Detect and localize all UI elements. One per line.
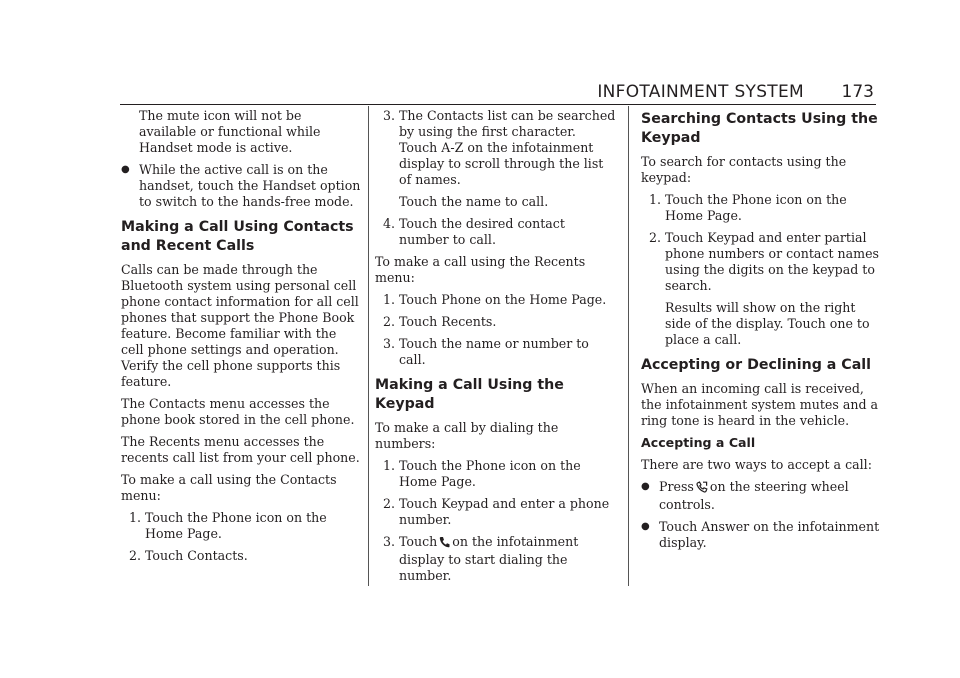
- list-item: 1. Touch the Phone icon on the Home Page.: [382, 458, 581, 489]
- section-heading: Making a Call Using Contacts and Recent Calls: [121, 219, 354, 254]
- list-item: 1. Touch the Phone icon on the Home Page.: [648, 192, 847, 223]
- column-2: [375, 108, 617, 590]
- bullet-icon: ●: [641, 481, 650, 492]
- step-note: Results will show on the right side of the display. Touch one to place a call.: [665, 300, 870, 347]
- phone-call-icon: [439, 536, 450, 552]
- page-number: 173: [841, 82, 874, 102]
- list-item: 2. Touch Contacts.: [128, 548, 248, 563]
- section-heading: Making a Call Using the Keypad: [375, 377, 564, 412]
- section-heading: Searching Contacts Using the Keypad: [641, 111, 878, 146]
- bullet-item: ● Press on the steering wheel controls.: [641, 479, 849, 512]
- column-1: [121, 108, 361, 570]
- list-item: 3. Touch on the infotainment display to start dialing the number.: [382, 534, 579, 583]
- steering-wheel-call-icon: [696, 481, 708, 497]
- bullet-icon: ●: [641, 521, 650, 532]
- paragraph: When an incoming call is received, the infotainment system mutes and a ring tone is heard in the vehicle.: [641, 381, 879, 428]
- step-note: Touch the name to call.: [399, 194, 549, 209]
- paragraph: To search for contacts using the keypad:: [641, 154, 847, 185]
- list-item: 3. Touch the name or number to call.: [382, 336, 589, 367]
- continued-text: The mute icon will not be available or functional while Handset mode is active.: [139, 108, 321, 155]
- paragraph: The Recents menu accesses the recents call list from your cell phone.: [121, 434, 360, 465]
- column-divider: [628, 106, 629, 586]
- list-item: 2. Touch Recents.: [382, 314, 497, 329]
- list-item: 4. Touch the desired contact number to call.: [382, 216, 565, 247]
- bullet-item: ● While the active call is on the handset, touch the Handset option to switch to the hands-free mode.: [121, 162, 361, 209]
- list-item: 2. Touch Keypad and enter a phone number.: [382, 496, 610, 527]
- list-item: 3. The Contacts list can be searched by using the first character. Touch A-Z on the infotainment display to scroll through the list of names.: [382, 108, 616, 187]
- bullet-item: ● Touch Answer on the infotainment display.: [641, 519, 880, 550]
- paragraph: Calls can be made through the Bluetooth system using personal cell phone contact information for all cell phones that support the Phone Book feature. Become familiar with the cell phone settings and operation. Verify the cell phone supports this feature.: [121, 262, 359, 389]
- paragraph: To make a call by dialing the numbers:: [375, 420, 559, 451]
- page-header: [120, 78, 876, 105]
- list-item: 1. Touch the Phone icon on the Home Page.: [128, 510, 327, 541]
- column-divider: [368, 106, 369, 586]
- column-3: [641, 108, 881, 557]
- paragraph: To make a call using the Recents menu:: [375, 254, 586, 285]
- section-heading: Accepting or Declining a Call: [641, 357, 872, 373]
- section-title: INFOTAINMENT SYSTEM: [597, 82, 804, 102]
- paragraph: There are two ways to accept a call:: [641, 457, 872, 472]
- list-item: 2. Touch Keypad and enter partial phone numbers or contact names using the digits on the keypad to search.: [648, 230, 880, 293]
- paragraph: To make a call using the Contacts menu:: [121, 472, 337, 503]
- list-item: 1. Touch Phone on the Home Page.: [382, 292, 607, 307]
- subsection-heading: Accepting a Call: [641, 435, 756, 450]
- paragraph: The Contacts menu accesses the phone book stored in the cell phone.: [121, 396, 355, 427]
- bullet-icon: ●: [121, 164, 130, 175]
